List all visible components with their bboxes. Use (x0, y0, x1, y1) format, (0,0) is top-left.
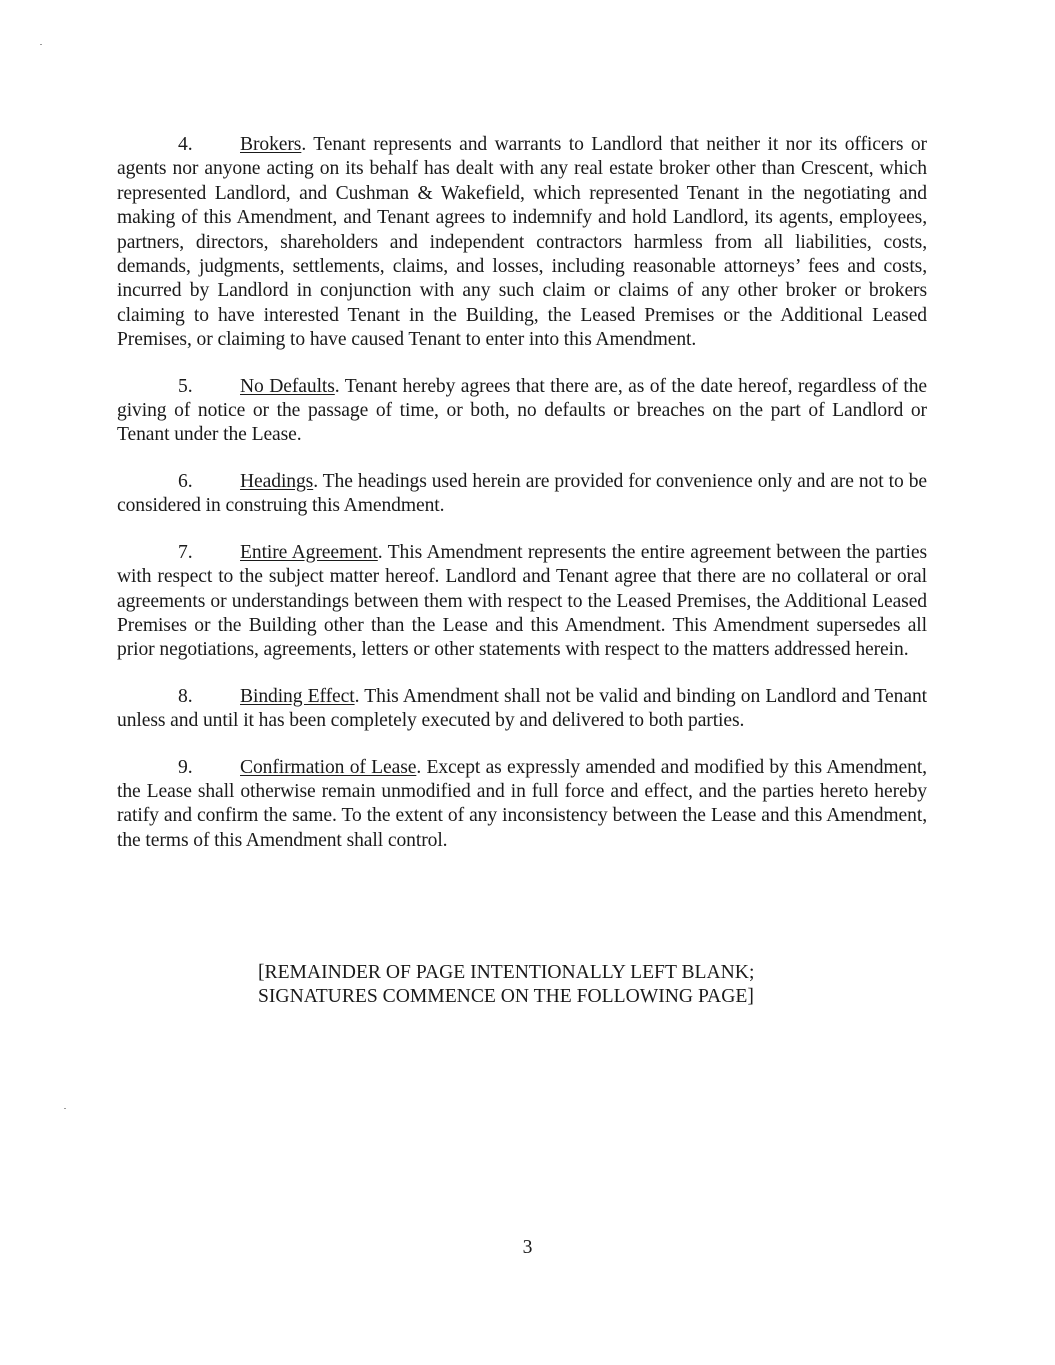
paragraph-heading: Brokers (240, 134, 302, 155)
paragraph-number: 5. (178, 375, 193, 397)
paragraph-confirmation-of-lease (117, 756, 927, 854)
paragraph-heading: No Defaults (240, 375, 335, 397)
notice-line-2: SIGNATURES COMMENCE ON THE FOLLOWING PAGE] (258, 986, 754, 1008)
paragraph-number: 8. (178, 685, 193, 707)
notice-line-1: [REMAINDER OF PAGE INTENTIONALLY LEFT BLANK; (258, 962, 755, 983)
paragraph-number: 4. (178, 134, 193, 155)
paragraph-brokers (117, 133, 927, 353)
blank-page-notice (258, 961, 898, 1010)
paragraph-number: 6. (178, 470, 193, 492)
scan-speck (40, 44, 42, 45)
paragraph-heading: Confirmation of Lease (240, 756, 417, 778)
paragraph-number: 7. (178, 541, 193, 563)
paragraph-binding-effect (117, 685, 927, 734)
paragraph-headings (117, 470, 927, 519)
paragraph-text: . Except as expressly amended and modified by this Amendment, the Lease shall otherwise remain unmodified and in full force and effect, and the parties hereto hereby ratify and confirm the same. To the extent of any inconsistency between the Lease and this Amendment, the terms of this Amendment shall control. (117, 756, 927, 851)
scan-speck (64, 1108, 66, 1109)
paragraph-text: . Tenant hereby agrees that there are, as of the date hereof, regardless of the giving of notice or the passage of time, or both, no defaults or breaches on the part of Landlord or Tenant under the Lease. (117, 375, 927, 446)
paragraph-heading: Binding Effect (240, 685, 355, 707)
paragraph-text: . This Amendment shall not be valid and binding on Landlord and Tenant unless and until it has been completely executed by and delivered to both parties. (117, 685, 927, 732)
paragraph-number: 9. (178, 756, 193, 778)
paragraph-heading: Headings (240, 470, 314, 492)
page-number: 3 (522, 1237, 533, 1258)
paragraph-text: . This Amendment represents the entire agreement between the parties with respect to the subject matter hereof. Landlord and Tenant agree that there are no collateral or oral agreements or understandings between them with respect to the Leased Premises, the Additional Leased Premises or the Building other than the Lease and this Amendment. This Amendment supersedes all prior negotiations, agreements, letters or other statements with respect to the matters addressed herein. (117, 541, 927, 661)
paragraph-text: . Tenant represents and warrants to Landlord that neither it nor its officers or agents nor anyone acting on its behalf has dealt with any real estate broker other than Crescent, which represented Landlord, and Cushman & Wakefield, which represented Tenant in the negotiating and making of this Amendment, and Tenant agrees to indemnify and hold Landlord, its agents, employees, partners, directors, shareholders and independent contractors harmless from all liabilities, costs, demands, judgments, settlements, claims, and losses, including reasonable attorneys’ fees and costs, incurred by Landlord in conjunction with any such claim or claims of any other broker or brokers claiming to have interested Tenant in the Building, the Leased Premises or the Additional Leased Premises, or claiming to have caused Tenant to enter into this Amendment. (117, 134, 927, 351)
paragraph-entire-agreement (117, 541, 927, 663)
paragraph-no-defaults (117, 375, 927, 448)
paragraph-text: . The headings used herein are provided for convenience only and are not to be considered in construing this Amendment. (117, 470, 927, 517)
paragraph-heading: Entire Agreement (240, 541, 378, 563)
document-body (117, 133, 927, 875)
